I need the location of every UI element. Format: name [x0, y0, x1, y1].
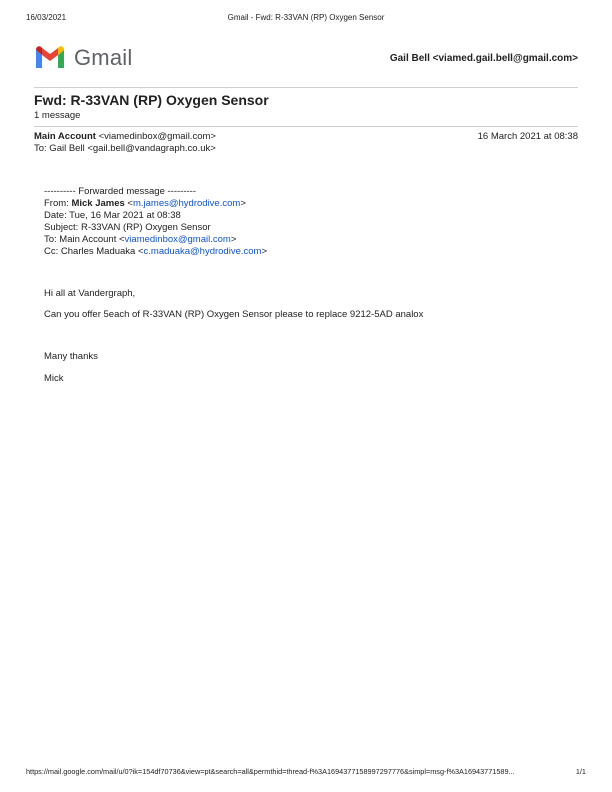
forward-separator: ---------- Forwarded message ---------: [44, 186, 196, 197]
brand-row: [34, 44, 578, 72]
print-date: 16/03/2021: [26, 13, 67, 22]
message-count: 1 message: [34, 110, 81, 121]
gmail-m-logo-icon: [34, 44, 66, 70]
cc-email-link[interactable]: c.maduaka@hydrodive.com: [143, 246, 262, 257]
from-label: From:: [44, 198, 72, 209]
body-greeting: Hi all at Vandergraph,: [44, 288, 136, 299]
sender-email: <viamedinbox@gmail.com>: [98, 131, 216, 142]
print-header: [0, 13, 612, 25]
cc-prefix: Cc: Charles Maduaka <: [44, 246, 144, 257]
forward-from: [44, 198, 564, 210]
gmail-wordmark: Gmail: [74, 45, 133, 70]
message-header: [34, 131, 578, 155]
page-number: 1/1: [575, 767, 586, 776]
to-close: >: [230, 234, 237, 245]
message-timestamp: 16 March 2021 at 08:38: [477, 131, 578, 142]
forward-subject: Subject: R-33VAN (RP) Oxygen Sensor: [44, 222, 211, 233]
thread-subject: Fwd: R-33VAN (RP) Oxygen Sensor: [34, 92, 269, 108]
forward-to: [44, 234, 564, 246]
divider-message: [34, 126, 578, 127]
cc-close: >: [261, 246, 268, 257]
from-close: >: [240, 198, 246, 209]
forward-cc: [44, 246, 564, 258]
sender-name: Main Account: [34, 131, 96, 142]
recipient-line: To: Gail Bell <gail.bell@vandagraph.co.uk>: [34, 143, 216, 154]
divider-top: [34, 87, 578, 88]
from-email-link[interactable]: m.james@hydrodive.com: [132, 198, 241, 209]
forward-date: Date: Tue, 16 Mar 2021 at 08:38: [44, 210, 181, 221]
from-open: <: [124, 198, 133, 209]
to-prefix: To: Main Account <: [44, 234, 125, 245]
body-thanks: Many thanks: [44, 351, 98, 362]
from-name: Mick James: [71, 198, 125, 209]
print-title: Gmail - Fwd: R-33VAN (RP) Oxygen Sensor: [227, 13, 385, 22]
print-url: https://mail.google.com/mail/u/0?ik=154df70736&view=pt&search=all&permthid=thread-f%3A1694377158997297776&simpl=msg-f%3A16943771589...: [26, 767, 515, 776]
body-request: Can you offer 5each of R-33VAN (RP) Oxygen Sensor please to replace 9212-5AD analox: [44, 309, 424, 320]
forwarded-block: [44, 186, 564, 258]
account-label: Gail Bell <viamed.gail.bell@gmail.com>: [389, 53, 578, 64]
body-signoff: Mick: [44, 373, 64, 384]
to-email-link[interactable]: viamedinbox@gmail.com: [124, 234, 231, 245]
